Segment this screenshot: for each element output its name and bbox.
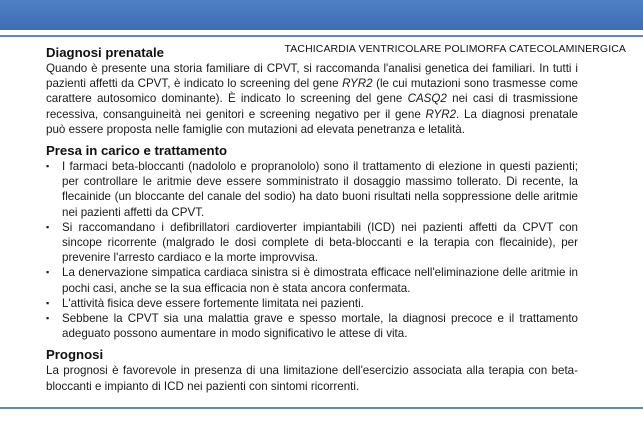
list-item bbox=[46, 220, 578, 266]
prenatal-text-4: . La diagnosi prenatale può essere proposta nelle famiglie con mutazioni ad elevata penetranza e letalità. bbox=[46, 107, 578, 136]
prenatal-paragraph bbox=[46, 61, 578, 137]
document-body bbox=[46, 44, 578, 399]
list-item bbox=[46, 311, 578, 341]
prenatal-text-2: (le cui mutazioni sono trasmesse come carattere autosomico dominante). È indicato lo screening del gene bbox=[46, 77, 578, 106]
list-item-text: Si raccomandano i defibrillatori cardioverter impiantabili (ICD) nei pazienti affetti da CPVT con sincope ricorrente (malgrado le dosi complete di beta-bloccanti e la terapia con flecainide), per prevenire l'arresto cardiaco e la morte improvvisa. bbox=[62, 220, 578, 265]
gene-ryr2: RYR2 bbox=[342, 77, 373, 91]
list-item bbox=[46, 159, 578, 220]
section-prenatal bbox=[46, 44, 578, 137]
document-header-title: TACHICARDIA VENTRICOLARE POLIMORFA CATECOLAMINERGICA bbox=[284, 43, 626, 55]
prognosis-paragraph: La prognosi è favorevole in presenza di una limitazione dell'esercizio associata alla terapia con beta-bloccanti e impianto di ICD nei pazienti con sintomi ricorrenti. bbox=[46, 364, 578, 393]
prenatal-text-3: nei casi di trasmissione recessiva, consanguineità nei genitori e screening negativo per il gene bbox=[46, 92, 578, 121]
section-heading-treatment: Presa in carico e trattamento bbox=[46, 143, 228, 159]
list-item bbox=[46, 296, 578, 311]
list-item-text: La denervazione simpatica cardiaca sinistra si è dimostrata efficace nell'eliminazione delle aritmie in pochi casi, anche se la sua efficacia non è stata ancora confermata. bbox=[62, 266, 578, 295]
section-prognosis bbox=[46, 346, 578, 393]
top-banner bbox=[0, 0, 643, 30]
section-heading-prognosis: Prognosi bbox=[46, 347, 104, 363]
list-item-text: L'attività fisica deve essere fortemente limitata nei pazienti. bbox=[62, 296, 364, 310]
list-item-text: I farmaci beta-bloccanti (nadololo e propranololo) sono il trattamento di elezione in questi pazienti; per controllare le aritmie deve essere somministrato il dosaggio massimo tollerato. Di recente, la flecainide (un bloccante del canale del sodio) ha dato buoni risultati nella soppressione delle aritmie nei pazienti affetti da CPVT. bbox=[62, 160, 578, 219]
list-item bbox=[46, 265, 578, 295]
bullet-icon: ▪ bbox=[46, 161, 50, 172]
bullet-icon: ▪ bbox=[46, 221, 50, 232]
bullet-icon: ▪ bbox=[46, 297, 50, 308]
section-treatment bbox=[46, 142, 578, 341]
treatment-list bbox=[46, 159, 578, 341]
list-item-text: Sebbene la CPVT sia una malattia grave e spesso mortale, la diagnosi precoce e il trattamento adeguato possono aumentare in modo significativo le attese di vita. bbox=[62, 312, 578, 341]
top-divider bbox=[0, 35, 643, 37]
prenatal-text-1: Quando è presente una storia familiare di CPVT, si raccomanda l'analisi genetica dei familiari. In tutti i pazienti affetti da CPVT, è indicato lo screening del gene bbox=[46, 62, 578, 91]
bullet-icon: ▪ bbox=[46, 313, 50, 324]
gene-ryr2-second: RYR2 bbox=[425, 107, 457, 121]
bullet-icon: ▪ bbox=[46, 267, 50, 278]
section-heading-prenatal: Diagnosi prenatale bbox=[46, 45, 164, 60]
bottom-divider bbox=[0, 407, 643, 409]
gene-casq2: CASQ2 bbox=[407, 92, 447, 106]
